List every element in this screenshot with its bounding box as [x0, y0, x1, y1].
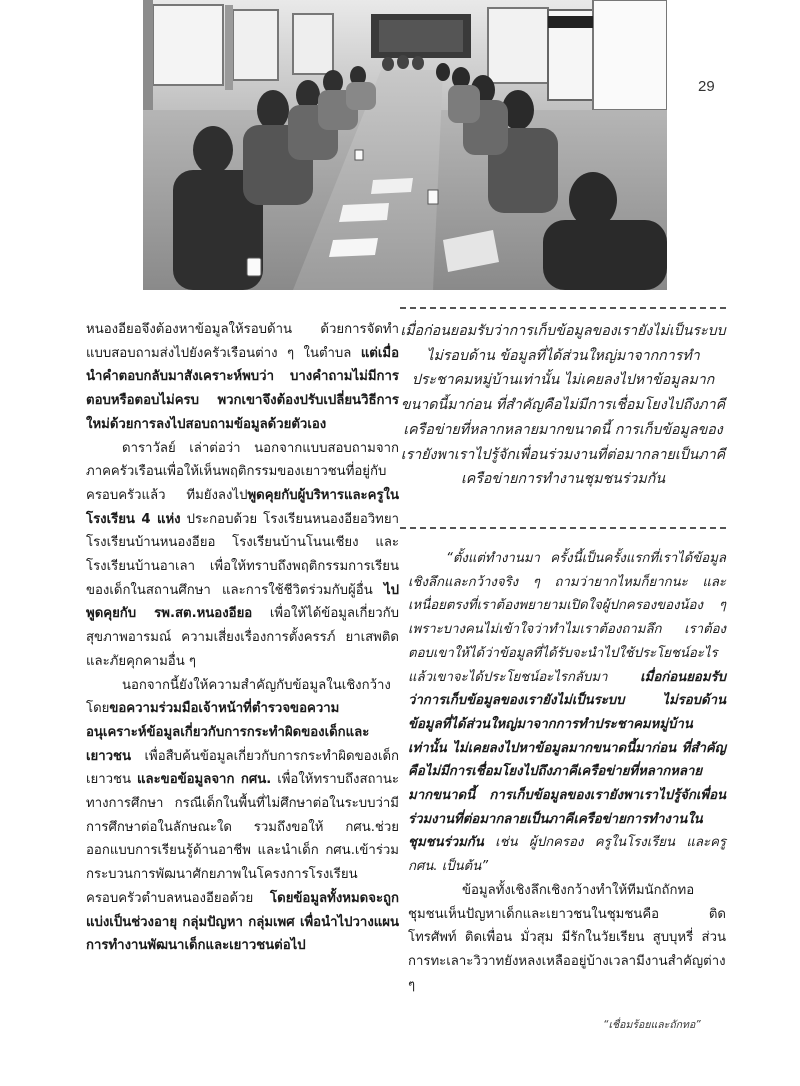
left-paragraph-3 — [86, 674, 399, 958]
left-paragraph-2 — [86, 437, 399, 674]
text-run: เช่น ผู้ปกครอง ครูในโรงเรียน และครู กศน. เป็นต้น” — [408, 835, 726, 875]
bold-run: ขอความร่วมมือเจ้าหน้าที่ตำรวจขอความอนุเคราะห์ข้อมูลเกี่ยวกับการกระทำผิดของเด็กและเยาวชน — [86, 701, 370, 764]
bold-run: และขอข้อมูลจาก กศน. — [137, 772, 272, 788]
text-run: “ตั้งแต่ทำงานมา ครั้งนี้เป็นครั้งแรกที่เราได้ข้อมูลเชิงลึกและกว้างจริง ๆ ถามว่ายากไหมก็ยากนะ และเหนื่อยตรงที่เราต้องพยายามเปิดใจผู้ปกครองของน้อง ๆ เพราะบางคนไม่เข้าใจว่าทำไมเราต้องถามลึก เราต้องตอบเขาให้ได้ว่าข้อมูลที่ได้รับจะนำไปใช้ประโยชน์อะไร แล้วเขาจะได้ประโยชน์อะไรกลับมา — [408, 551, 726, 685]
text-run: เพื่อให้ทราบถึงสถานะทางการศึกษา กรณีเด็กในพื้นที่ไม่ศึกษาต่อในระบบว่ามีการศึกษาต่อในลักษณะใด รวมถึงขอให้ กศน.ช่วยออกแบบการเรียนรู้ด้านอาชีพ และนำเด็ก กศน.เข้าร่วมกระบวนการพัฒนาศักยภาพในโครงการโรงเรียนครอบครัวตำบลหนองอียอด้วย — [86, 772, 399, 906]
text-run: ดาราวัลย์ เล่าต่อว่า นอกจากแบบสอบถามจากภาคครัวเรือนเพื่อให้เห็นพฤติกรรมของเยาวชนที่อยู่กับครอบครัวแล้ว ทีมยังลงไป — [86, 440, 399, 503]
text-run: หนองอียอจึงต้องหาข้อมูลให้รอบด้าน ด้วยการจัดทำแบบสอบถามส่งไปยังครัวเรือนต่าง ๆ ในตำบล — [86, 322, 399, 361]
pull-quote-text: เมื่อก่อนยอมรับว่าการเก็บข้อมูลของเรายังไม่เป็นระบบ ไม่รอบด้าน ข้อมูลที่ได้ส่วนใหญ่มาจากการทำประชาคมหมู่บ้านเท่านั้น ไม่เคยลงไปหาข้อมูลมากขนาดนี้มาก่อน ที่สำคัญคือไม่มีการเชื่อมโยงไปถึงภาคีเครือข่ายที่หลากหลายมากขนาดนี้ การเก็บข้อมูลของเรายังพาเราไปรู้จักเพื่อนร่วมงานที่ต่อมากลายเป็นภาคีเครือข่ายการทำงานชุมชนร่วมกัน — [400, 323, 726, 488]
meeting-photo — [143, 0, 667, 290]
bold-run: พูดคุยกับผู้บริหารและครูในโรงเรียน 4 แห่ง — [86, 487, 399, 527]
text-run: ประกอบด้วย โรงเรียนหนองอียอวิทยา โรงเรียนบ้านหนองอียอ โรงเรียนบ้านโนนเชียง และโรงเรียนบ้านอาเลา เพื่อให้ทราบถึงพฤติกรรมการเรียนของเด็กในสถานศึกษา และการใช้ชีวิตร่วมกับผู้อื่น — [86, 511, 399, 598]
pull-quote — [400, 307, 726, 529]
page-number: 29 — [698, 78, 715, 95]
right-paragraph-2: ข้อมูลทั้งเชิงลึกเชิงกว้างทำให้ทีมนักถักทอชุมชนเห็นปัญหาเด็กและเยาวชนในชุมชนคือ ติดโทรศัพท์ ติดเพื่อน มั่วสุม มีรักในวัยเรียน สูบบุหรี่ ส่วนการทะเลาะวิวาทยังหลงเหลืออยู่บ้างเวลามีงานสำคัญต่าง ๆ — [408, 882, 726, 993]
right-column — [408, 547, 726, 997]
text-run: นอกจากนี้ยังให้ความสำคัญกับข้อมูลในเชิงกว้างโดย — [86, 677, 391, 717]
left-column — [86, 318, 399, 958]
interview-quote — [408, 547, 726, 879]
bold-run: ไปพูดคุยกับ รพ.สต.หนองอียอ — [86, 582, 399, 622]
footer-title: “เชื่อมร้อยและถักทอ” — [603, 1019, 701, 1031]
bold-run: โดยข้อมูลทั้งหมดจะถูกแบ่งเป็นช่วงอายุ กลุ่มปัญหา กลุ่มเพศ เพื่อนำไปวางแผนการทำงานพัฒนาเด็กและเยาวชนต่อไป — [86, 890, 399, 954]
bold-run: แต่เมื่อนำคำตอบกลับมาสังเคราะห์พบว่า บางคำถามไม่มีการตอบหรือตอบไม่ครบ พวกเขาจึงต้องปรับเปลี่ยนวิธีการใหม่ด้วยการลงไปสอบถามข้อมูลด้วยตัวเอง — [86, 345, 399, 432]
text-run: เพื่อสืบค้นข้อมูลเกี่ยวกับการกระทำผิดของเด็กเยาวชน — [86, 748, 399, 788]
text-run: เพื่อให้ได้ข้อมูลเกี่ยวกับสุขภาพอารมณ์ ความเสี่ยงเรื่องการตั้งครรภ์ ยาเสพติด และภัยคุกคามอื่น ๆ — [86, 606, 399, 669]
left-paragraph-1 — [86, 318, 399, 437]
bold-run: เมื่อก่อนยอมรับว่าการเก็บข้อมูลของเรายังไม่เป็นระบบ ไม่รอบด้าน ข้อมูลที่ได้ส่วนใหญ่มาจากการทำประชาคมหมู่บ้านเท่านั้น ไม่เคยลงไปหาข้อมูลมากขนาดนี้มาก่อน ที่สำคัญคือไม่มีการเชื่อมโยงไปถึงภาคีเครือข่ายที่หลากหลายมากขนาดนี้ การเก็บข้อมูลของเรายังพาเราไปรู้จักเพื่อนร่วมงานที่ต่อมากลายเป็นภาคีเครือข่ายการทำงานในชุมชนร่วมกัน — [408, 669, 726, 851]
